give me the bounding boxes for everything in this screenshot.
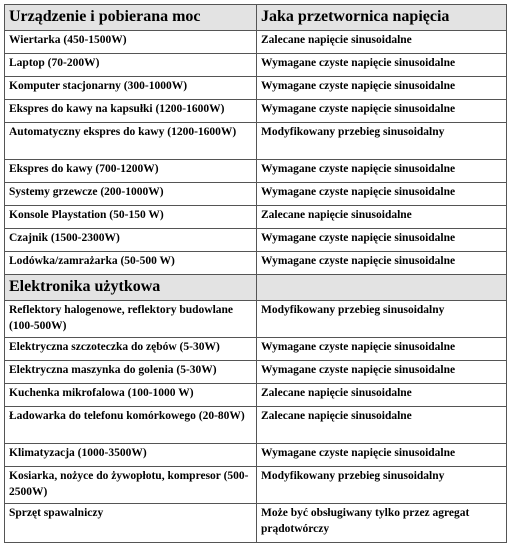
header-device: Urządzenie i pobierana moc: [5, 5, 257, 31]
header-row: [5, 5, 507, 31]
table-row: [5, 100, 507, 123]
inverter-cell: Zalecane napięcie sinusoidalne: [257, 384, 507, 407]
table-row: [5, 504, 507, 543]
table-row: [5, 206, 507, 229]
inverter-cell: Wymagane czyste napięcie sinusoidalne: [257, 444, 507, 467]
table-row: [5, 31, 507, 54]
inverter-cell: Wymagane czyste napięcie sinusoidalne: [257, 229, 507, 252]
table-row: [5, 183, 507, 206]
inverter-cell: Wymagane czyste napięcie sinusoidalne: [257, 183, 507, 206]
inverter-cell: Wymagane czyste napięcie sinusoidalne: [257, 252, 507, 275]
section-title: Elektronika użytkowa: [5, 275, 257, 301]
device-cell: Klimatyzacja (1000-3500W): [5, 444, 257, 467]
inverter-table-container: [4, 4, 506, 543]
table-row: [5, 338, 507, 361]
device-cell: Laptop (70-200W): [5, 54, 257, 77]
inverter-cell: Modyfikowany przebieg sinusoidalny: [257, 301, 507, 338]
device-cell: Wiertarka (450-1500W): [5, 31, 257, 54]
inverter-cell: Zalecane napięcie sinusoidalne: [257, 407, 507, 444]
device-cell: Czajnik (1500-2300W): [5, 229, 257, 252]
device-cell: Systemy grzewcze (200-1000W): [5, 183, 257, 206]
inverter-cell: Wymagane czyste napięcie sinusoidalne: [257, 361, 507, 384]
device-cell: Ekspres do kawy (700-1200W): [5, 160, 257, 183]
table-row: [5, 160, 507, 183]
table-row: [5, 467, 507, 504]
table-row: [5, 252, 507, 275]
inverter-cell: Wymagane czyste napięcie sinusoidalne: [257, 77, 507, 100]
inverter-cell: Modyfikowany przebieg sinusoidalny: [257, 467, 507, 504]
inverter-cell: Wymagane czyste napięcie sinusoidalne: [257, 160, 507, 183]
section-title-empty: [257, 275, 507, 301]
inverter-table: [4, 4, 507, 543]
inverter-cell: Wymagane czyste napięcie sinusoidalne: [257, 54, 507, 77]
section-header-row: [5, 275, 507, 301]
table-row: [5, 123, 507, 160]
table-row: [5, 229, 507, 252]
device-cell: Ładowarka do telefonu komórkowego (20-80W): [5, 407, 257, 444]
device-cell: Lodówka/zamrażarka (50-500 W): [5, 252, 257, 275]
table-row: [5, 361, 507, 384]
table-row: [5, 384, 507, 407]
inverter-cell: Modyfikowany przebieg sinusoidalny: [257, 123, 507, 160]
device-cell: Ekspres do kawy na kapsułki (1200-1600W): [5, 100, 257, 123]
table-row: [5, 444, 507, 467]
device-cell: Automatyczny ekspres do kawy (1200-1600W): [5, 123, 257, 160]
device-cell: Reflektory halogenowe, reflektory budowlane (100-500W): [5, 301, 257, 338]
inverter-cell: Może być obsługiwany tylko przez agregat prądotwórczy: [257, 504, 507, 543]
device-cell: Kosiarka, nożyce do żywopłotu, kompresor (500-2500W): [5, 467, 257, 504]
device-cell: Kuchenka mikrofalowa (100-1000 W): [5, 384, 257, 407]
inverter-cell: Wymagane czyste napięcie sinusoidalne: [257, 100, 507, 123]
device-cell: Konsole Playstation (50-150 W): [5, 206, 257, 229]
inverter-cell: Zalecane napięcie sinusoidalne: [257, 31, 507, 54]
table-row: [5, 54, 507, 77]
device-cell: Komputer stacjonarny (300-1000W): [5, 77, 257, 100]
device-cell: Elektryczna maszynka do golenia (5-30W): [5, 361, 257, 384]
inverter-cell: Zalecane napięcie sinusoidalne: [257, 206, 507, 229]
table-row: [5, 77, 507, 100]
table-row: [5, 301, 507, 338]
table-row: [5, 407, 507, 444]
header-inverter: Jaka przetwornica napięcia: [257, 5, 507, 31]
inverter-cell: Wymagane czyste napięcie sinusoidalne: [257, 338, 507, 361]
device-cell: Elektryczna szczoteczka do zębów (5-30W): [5, 338, 257, 361]
device-cell: Sprzęt spawalniczy: [5, 504, 257, 543]
